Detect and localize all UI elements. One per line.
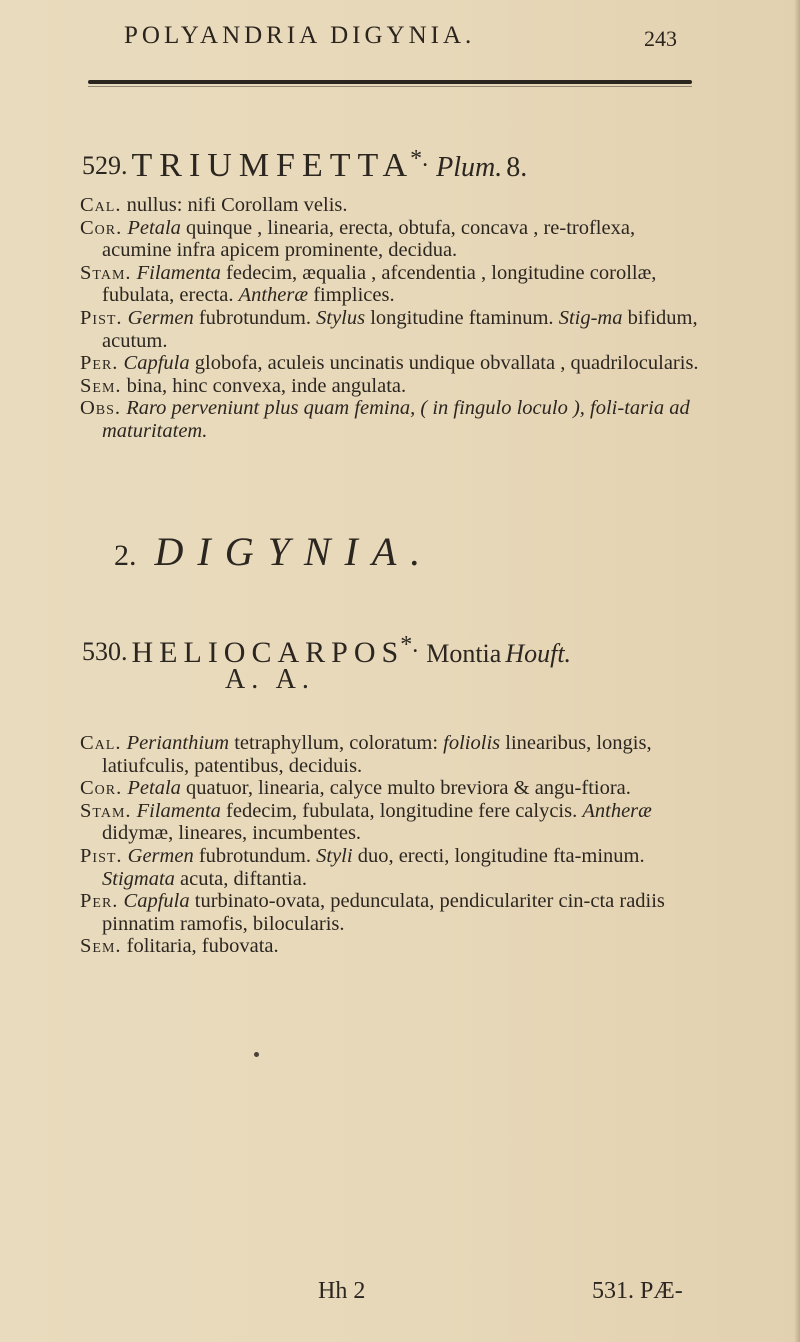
asterisk-mark: *. <box>410 146 429 172</box>
description-entry <box>80 262 700 307</box>
entry-text: bina, hinc convexa, inde angulata. <box>126 374 407 397</box>
entry-text: Raro perveniunt plus quam femina, ( in fingulo loculo ), foli-taria ad maturitatem. <box>102 397 690 442</box>
genus-authority: Houft. <box>505 639 572 668</box>
entry-text: acuta, diftantia. <box>174 867 307 890</box>
entry-text: nullus: nifi Corollam velis. <box>126 194 348 216</box>
genus-heading-529 <box>82 146 527 185</box>
entry-text: didymæ, lineares, incumbentes. <box>102 822 362 845</box>
genus-number: 529. <box>82 151 128 180</box>
description-entry <box>80 194 700 217</box>
genus-description-529 <box>80 194 700 443</box>
entry-text: Stylus <box>316 306 366 329</box>
entry-text: tetraphyllum, coloratum: <box>229 732 444 754</box>
entry-text: Germen <box>127 306 194 329</box>
description-entry <box>80 800 700 845</box>
genus-number: 530. <box>82 637 128 666</box>
genus-name: HELIOCARPOS <box>131 636 405 669</box>
entry-text: fedecim, fubulata, longitudine fere calycis. <box>220 799 583 822</box>
entry-text: quinque , linearia, erecta, obtufa, concava , re-troflexa, acumine infra apicem prominente, decidua. <box>102 216 636 262</box>
entry-text: Stig-ma <box>558 306 623 329</box>
description-entry <box>80 217 700 262</box>
genus-authority-prefix: Montia <box>426 639 502 668</box>
entry-label: Cor. <box>80 216 123 239</box>
running-head: POLYANDRIA DIGYNIA. <box>124 22 476 49</box>
entry-text: bifidum, acutum. <box>102 306 698 352</box>
entry-label: Cal. <box>80 732 122 754</box>
entry-label: Cor. <box>80 777 123 800</box>
description-entry <box>80 352 700 375</box>
ink-spot <box>254 1052 259 1057</box>
entry-text: fimplices. <box>308 284 395 307</box>
entry-text: Styli <box>316 844 353 867</box>
entry-text: longitudine ftaminum. <box>365 306 559 329</box>
description-entry <box>80 777 700 800</box>
entry-label: Cal. <box>80 194 122 216</box>
entry-label: Pist. <box>80 306 123 329</box>
description-entry <box>80 307 700 352</box>
header-rule <box>88 80 692 84</box>
entry-text: linearibus, longis, latiufculis, patentibus, deciduis. <box>102 732 652 777</box>
genus-description-530 <box>80 732 700 958</box>
order-number: 2. <box>114 539 137 572</box>
description-entry <box>80 845 700 890</box>
entry-text: Perianthium <box>126 732 230 754</box>
genus-heading-530 <box>82 632 571 670</box>
page-number: 243 <box>644 26 677 51</box>
entry-text: Filamenta <box>136 799 221 822</box>
genus-subheading: A. A. <box>225 664 315 695</box>
genus-authority: Plum. <box>436 152 503 183</box>
genus-reference: 8. <box>506 152 528 183</box>
entry-label: Pist. <box>80 844 123 867</box>
description-entry <box>80 890 700 935</box>
description-entry <box>80 397 700 442</box>
entry-label: Stam. <box>80 799 132 822</box>
description-entry <box>80 732 700 777</box>
header-rule-thin <box>88 86 692 87</box>
entry-label: Per. <box>80 890 119 913</box>
entry-text: duo, erecti, longitudine fta-minum. <box>352 844 645 867</box>
entry-text: folitaria, fubovata. <box>126 935 279 958</box>
catchword: 531. PÆ- <box>592 1278 683 1304</box>
entry-text: turbinato-ovata, pedunculata, pendiculariter cin-cta radiis pinnatim ramofis, bilocularis. <box>102 890 665 935</box>
description-entry <box>80 935 700 958</box>
order-heading <box>114 528 434 575</box>
page-edge-shadow <box>794 0 800 1342</box>
entry-text: fubrotundum. <box>193 844 317 867</box>
entry-text: globofa, aculeis uncinatis undique obvallata , quadrilocularis. <box>189 352 699 375</box>
signature-mark: Hh 2 <box>318 1278 366 1304</box>
entry-text: Antheræ <box>238 284 309 307</box>
entry-text: quatuor, linearia, calyce multo breviora & angu-ftiora. <box>180 777 631 800</box>
entry-label: Obs. <box>80 397 122 420</box>
entry-text: Stigmata <box>102 867 175 890</box>
entry-label: Stam. <box>80 261 132 284</box>
genus-name: TRIUMFETTA <box>131 147 415 184</box>
entry-label: Sem. <box>80 935 122 958</box>
entry-label: Sem. <box>80 374 122 397</box>
order-name: DIGYNIA. <box>154 529 435 574</box>
entry-text: fubrotundum. <box>193 306 317 329</box>
entry-text: Filamenta <box>136 261 221 284</box>
entry-text: Capfula <box>123 352 190 375</box>
asterisk-mark: *. <box>400 632 419 658</box>
entry-text: Petala <box>127 216 181 239</box>
entry-text: Antheræ <box>582 799 652 822</box>
description-entry <box>80 375 700 398</box>
entry-text: Petala <box>127 777 181 800</box>
entry-text: Germen <box>127 844 194 867</box>
entry-label: Per. <box>80 352 119 375</box>
entry-text: fedecim, æqualia , afcendentia , longitudine corollæ, fubulata, erecta. <box>102 261 657 307</box>
entry-text: foliolis <box>443 732 501 754</box>
entry-text: Capfula <box>123 890 190 913</box>
